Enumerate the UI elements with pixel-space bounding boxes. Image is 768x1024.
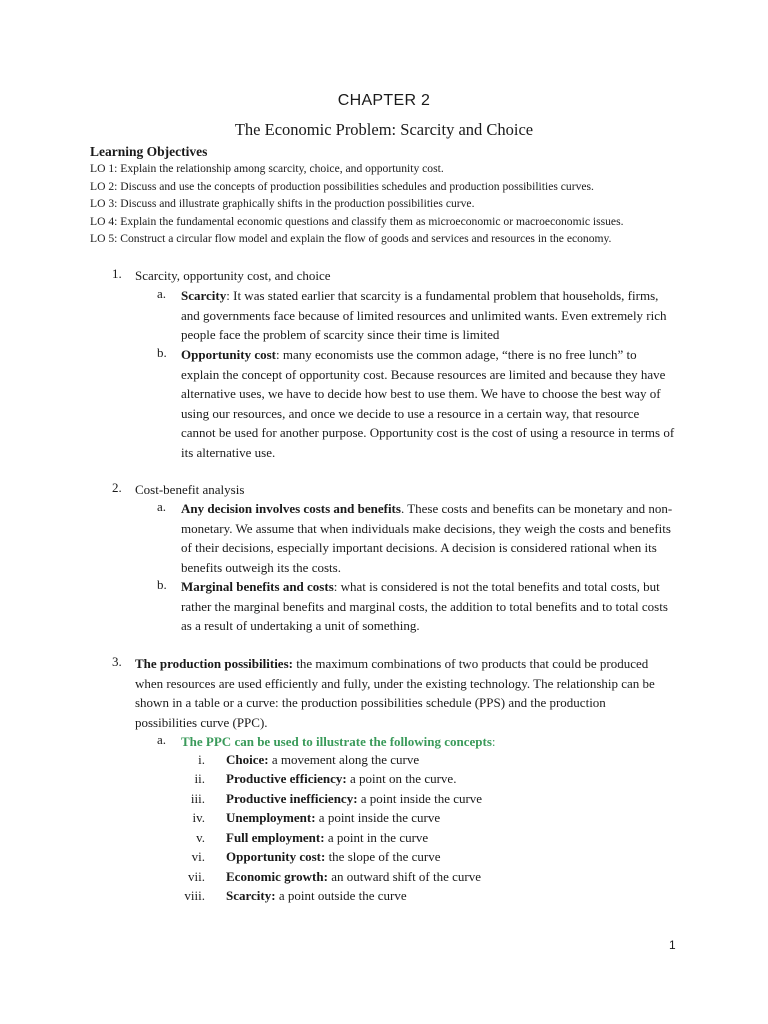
concept-term: Productive efficiency: [226,771,347,786]
item-body: : what is considered is not the total benefits and total costs, but rather the marginal benefits and marginal costs, the addition to total benefits and to total costs as a result of undertaking a unit of something. [181,579,668,633]
roman-label: iii. [190,791,205,806]
section-title: Cost-benefit analysis [135,482,245,497]
concept-text [226,791,482,807]
item-label: a. [157,499,167,514]
concept-body: a point inside the curve [357,791,483,806]
item-text [181,499,676,577]
learning-objective-2: LO 2: Discuss and use the concepts of production possibilities schedules and production possibilities curves. [90,179,594,193]
ppc-heading: The PPC can be used to illustrate the following concepts [181,734,492,749]
chapter-title: CHAPTER 2 [337,92,431,109]
section-number: 1. [112,266,122,281]
section-term: The production possibilities: [135,656,293,671]
roman-label: viii. [184,888,205,903]
concept-text [226,771,456,787]
concept-term: Choice: [226,752,269,767]
roman-label: vii. [188,869,205,884]
item-term: Marginal benefits and costs [181,579,334,594]
concept-body: a point in the curve [324,830,429,845]
section-title: Scarcity, opportunity cost, and choice [135,268,331,283]
section-number: 3. [112,654,122,669]
learning-objective-5: LO 5: Construct a circular flow model and explain the flow of goods and services and resources in the economy. [90,232,612,246]
concept-text [226,888,407,904]
item-body: . These costs and benefits can be monetary and non-monetary. We assume that when individuals make decisions, they weigh the costs and benefits of their decisions, especially important decisions. A decision is considered rational when its benefits outweigh its the costs. [181,501,673,575]
learning-objectives-heading: Learning Objectives [90,144,208,159]
concept-term: Opportunity cost: [226,849,326,864]
concept-term: Full employment: [226,830,325,845]
section-number: 2. [112,480,122,495]
learning-objectives [90,143,730,248]
roman-label: ii. [194,771,205,786]
page-number: 1 [669,938,676,952]
ppc-heading-colon: : [491,734,496,749]
item-term: Scarcity [181,288,227,303]
concept-text [226,849,440,865]
learning-objective-3: LO 3: Discuss and illustrate graphically shifts in the production possibilities curve. [90,197,475,211]
section-text [135,654,670,732]
roman-label: v. [196,830,205,845]
item-text [181,345,676,462]
roman-label: vi. [191,849,205,864]
concept-body: a point on the curve. [346,771,457,786]
section-body: the maximum combinations of two products that could be produced when resources are used efficiently and fully, under the existing technology. The relationship can be shown in a table or a curve: the production possibilities schedule (PPS) and the production possibilities curve (PPC). [135,656,655,730]
item-label: a. [157,732,167,747]
chapter-subtitle: The Economic Problem: Scarcity and Choice [234,120,534,139]
item-body: : It was stated earlier that scarcity is a fundamental problem that households, firms, and governments face because of limited resources and unlimited wants. Even extremely rich people face the problem of scarcity since their time is limited [181,288,667,342]
concept-body: a movement along the curve [268,752,420,767]
item-term: Opportunity cost [181,347,276,362]
roman-label: i. [198,752,205,767]
item-term: Any decision involves costs and benefits [181,501,401,516]
item-body: : many economists use the common adage, “there is no free lunch” to explain the concept of opportunity cost. Because resources are limited and because they have alternative uses, we have to decide how best to use them. We have to choose the best way of using our resources, and once we decide to use a resource in a certain way, that resource cannot be used for another purpose. Opportunity cost is the cost of using a resource in terms of its alternative use. [181,347,675,460]
concept-body: a point inside the curve [315,810,441,825]
concept-text [226,752,419,768]
concept-body: an outward shift of the curve [327,869,482,884]
roman-label: iv. [192,810,205,825]
item-text [181,286,676,345]
concept-term: Productive inefficiency: [226,791,358,806]
concept-term: Unemployment: [226,810,316,825]
item-text [181,732,676,752]
concept-body: a point outside the curve [275,888,407,903]
concept-text [226,810,440,826]
concept-body: the slope of the curve [325,849,441,864]
item-label: a. [157,286,167,301]
item-label: b. [157,577,167,592]
item-text [181,577,676,636]
concept-text [226,830,428,846]
concept-text [226,869,481,885]
learning-objective-1: LO 1: Explain the relationship among scarcity, choice, and opportunity cost. [90,162,444,175]
concept-term: Scarcity: [226,888,276,903]
concept-term: Economic growth: [226,869,328,884]
item-label: b. [157,345,167,360]
learning-objective-4: LO 4: Explain the fundamental economic questions and classify them as microeconomic or macroeconomic issues. [90,214,624,228]
